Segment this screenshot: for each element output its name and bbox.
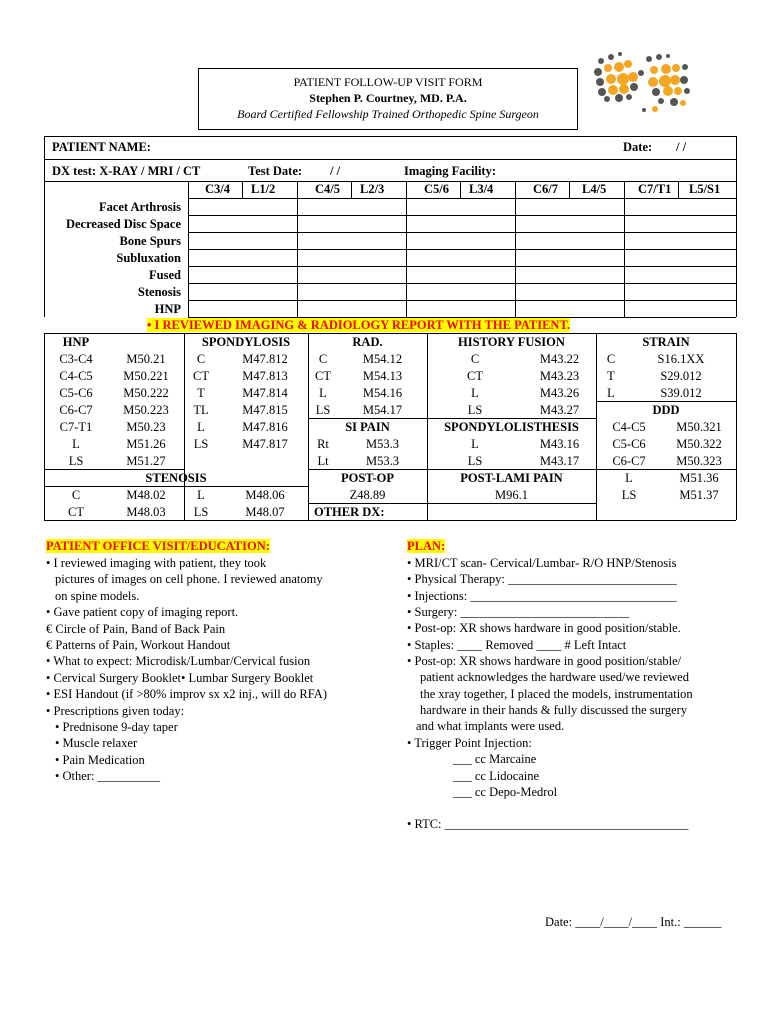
code-cell: M43.22 bbox=[539, 352, 580, 366]
banner-text: • I REVIEWED IMAGING & RADIOLOGY REPORT WITH THE PATIENT. bbox=[147, 318, 570, 332]
code-cell: C5-C6 bbox=[612, 437, 646, 451]
code-cell: M54.16 bbox=[362, 386, 403, 400]
spine-level-c4-5: C4/5 bbox=[315, 182, 340, 196]
logo-dot bbox=[630, 83, 638, 91]
grid-line-v bbox=[736, 181, 737, 317]
logo-dot bbox=[670, 75, 680, 85]
logo-dot bbox=[656, 54, 662, 60]
grid-line-h bbox=[44, 159, 736, 160]
code-cell: L bbox=[625, 471, 633, 485]
grid-line-h bbox=[188, 266, 736, 267]
logo-dot bbox=[670, 98, 678, 106]
plan-item: ___ cc Marcaine bbox=[453, 752, 537, 766]
finding-label: Decreased Disc Space bbox=[65, 217, 181, 231]
imaging-facility-label: Imaging Facility: bbox=[404, 164, 497, 178]
spine-level-c3-4: C3/4 bbox=[205, 182, 230, 196]
code-cell: C bbox=[196, 352, 206, 366]
code-cell: M43.26 bbox=[539, 386, 580, 400]
grid-line-h bbox=[188, 300, 736, 301]
code-section-title: DDD bbox=[652, 403, 680, 417]
code-cell: Z48.89 bbox=[349, 488, 386, 502]
logo-dot bbox=[596, 78, 604, 86]
patient-name-label: PATIENT NAME: bbox=[52, 140, 151, 154]
logo-dot bbox=[626, 94, 632, 100]
plan-item: • RTC: _______________________________________ bbox=[407, 817, 689, 831]
logo-dot bbox=[619, 84, 629, 94]
code-section-title: POST-OP bbox=[340, 471, 395, 485]
education-item: • Muscle relaxer bbox=[55, 736, 138, 751]
code-cell: LS bbox=[621, 488, 637, 502]
code-cell: C3-C4 bbox=[59, 352, 93, 366]
grid-line-h bbox=[188, 198, 736, 199]
education-item: • Prescriptions given today: bbox=[46, 703, 185, 718]
code-cell: M47.815 bbox=[242, 403, 288, 417]
code-cell: CT bbox=[315, 369, 331, 383]
code-cell: C6-C7 bbox=[612, 454, 646, 468]
plan-item: hardware in their hands & fully discussed the surgery bbox=[420, 703, 688, 717]
code-section-title: STENOSIS bbox=[145, 471, 207, 485]
code-cell: M54.12 bbox=[362, 352, 403, 366]
grid-line-h bbox=[188, 249, 736, 250]
logo-dot bbox=[598, 88, 606, 96]
plan-item: • Staples: ____ Removed ____ # Left Intact bbox=[407, 638, 627, 652]
code-cell: C bbox=[318, 352, 328, 366]
spine-level-c5-6: C5/6 bbox=[424, 182, 449, 196]
logo-dot bbox=[680, 100, 686, 106]
grid-line-h bbox=[308, 503, 596, 504]
code-section-title: SPONDYLOSIS bbox=[201, 335, 291, 349]
grid-line-v bbox=[736, 136, 737, 181]
finding-label: Fused bbox=[149, 268, 181, 282]
code-cell: C bbox=[71, 488, 81, 502]
code-cell: LS bbox=[193, 505, 209, 519]
spine-level-l5-s1: L5/S1 bbox=[689, 182, 721, 196]
code-cell: M54.13 bbox=[362, 369, 403, 383]
education-item: • What to expect: Microdisk/Lumbar/Cervical fusion bbox=[46, 654, 311, 669]
grid-line-v bbox=[351, 181, 352, 198]
logo-dot bbox=[598, 58, 604, 64]
code-section-title: RAD. bbox=[352, 335, 383, 349]
finding-label: Bone Spurs bbox=[119, 234, 181, 248]
grid-line-h bbox=[188, 232, 736, 233]
code-cell: L bbox=[72, 437, 80, 451]
code-cell: S39.012 bbox=[660, 386, 702, 400]
grid-line-h bbox=[427, 418, 596, 419]
logo-dot bbox=[674, 87, 682, 95]
logo-dot bbox=[684, 88, 690, 94]
grid-line-h bbox=[596, 401, 736, 402]
grid-line-h bbox=[44, 136, 736, 137]
plan-item: • Physical Therapy: ___________________________ bbox=[407, 572, 677, 586]
logo-dot bbox=[648, 77, 658, 87]
education-item: • I reviewed imaging with patient, they took bbox=[46, 556, 267, 570]
code-cell: L bbox=[471, 437, 479, 451]
grid-line-h bbox=[188, 215, 736, 216]
code-cell: C5-C6 bbox=[59, 386, 93, 400]
code-cell: CT bbox=[68, 505, 84, 519]
grid-line-h bbox=[44, 520, 736, 521]
education-title-text: PATIENT OFFICE VISIT/EDUCATION: bbox=[46, 539, 270, 553]
education-item: • Other: __________ bbox=[55, 769, 161, 784]
plan-item: and what implants were used. bbox=[416, 719, 565, 733]
plan-title bbox=[407, 538, 445, 554]
header-box bbox=[198, 68, 578, 130]
test-date-label: Test Date: bbox=[248, 164, 303, 178]
logo-dot bbox=[672, 64, 680, 72]
logo-dot bbox=[604, 64, 612, 72]
code-section-title: SPONDYLOLISTHESIS bbox=[444, 420, 579, 434]
plan-item: • Trigger Point Injection: bbox=[407, 736, 532, 750]
logo-dot bbox=[615, 94, 623, 102]
doctor-name: Stephen P. Courtney, MD. P.A. bbox=[309, 91, 467, 105]
education-item: • Pain Medication bbox=[55, 752, 145, 767]
code-cell: M48.06 bbox=[245, 488, 285, 502]
code-cell: LS bbox=[68, 454, 84, 468]
code-cell: M48.02 bbox=[126, 488, 166, 502]
code-cell: LS bbox=[467, 403, 483, 417]
code-cell: L bbox=[607, 386, 615, 400]
finding-label: Stenosis bbox=[137, 285, 181, 299]
logo-dot bbox=[666, 54, 670, 58]
plan-item: ___ cc Depo-Medrol bbox=[453, 785, 558, 799]
spine-level-c6-7: C6/7 bbox=[533, 182, 558, 196]
spine-level-l1-2: L1/2 bbox=[251, 182, 276, 196]
logo-dot bbox=[608, 54, 614, 60]
grid-line-h bbox=[596, 469, 736, 470]
code-cell: T bbox=[197, 386, 205, 400]
code-cell: T bbox=[607, 369, 615, 383]
logo-dot bbox=[614, 62, 624, 72]
logo-dot bbox=[682, 64, 688, 70]
code-cell: M51.27 bbox=[126, 454, 166, 468]
code-cell: M51.37 bbox=[679, 488, 719, 502]
finding-label: HNP bbox=[154, 302, 181, 316]
code-cell: C bbox=[470, 352, 480, 366]
code-cell: M50.322 bbox=[676, 437, 722, 451]
code-cell: Rt bbox=[317, 437, 329, 451]
education-title bbox=[46, 538, 270, 554]
logo-dot bbox=[604, 96, 610, 102]
code-cell: M47.812 bbox=[242, 352, 288, 366]
code-cell: M43.16 bbox=[539, 437, 580, 451]
code-cell: C bbox=[606, 352, 616, 366]
code-cell: L bbox=[471, 386, 479, 400]
education-item: • Cervical Surgery Booklet• Lumbar Surgery Booklet bbox=[46, 670, 314, 685]
code-cell: S16.1XX bbox=[657, 352, 705, 366]
plan-item: the xray together, I placed the models, instrumentation bbox=[420, 687, 693, 701]
logo-dot bbox=[594, 68, 602, 76]
education-item: € Circle of Pain, Band of Back Pain bbox=[46, 621, 226, 636]
code-cell: M50.23 bbox=[126, 420, 166, 434]
code-cell: C7-T1 bbox=[59, 420, 93, 434]
grid-line-h bbox=[188, 283, 736, 284]
finding-label: Facet Arthrosis bbox=[98, 200, 181, 214]
grid-line-h bbox=[427, 469, 596, 470]
grid-line-v bbox=[242, 181, 243, 198]
code-cell: L bbox=[197, 488, 205, 502]
logo-dot bbox=[680, 76, 688, 84]
code-cell: M50.21 bbox=[126, 352, 166, 366]
plan-item: ___ cc Lidocaine bbox=[453, 769, 540, 783]
plan-item: • MRI/CT scan- Cervical/Lumbar- R/O HNP/Stenosis bbox=[407, 556, 677, 570]
grid-line-h bbox=[44, 486, 308, 487]
education-item: • Gave patient copy of imaging report. bbox=[46, 605, 239, 620]
code-cell: M50.221 bbox=[123, 369, 169, 383]
footer-date-initials: Date: ____/____/____ Int.: ______ bbox=[545, 915, 722, 929]
code-cell: M50.321 bbox=[676, 420, 722, 434]
plan-item: • Injections: _________________________________ bbox=[407, 589, 677, 603]
code-cell: M48.07 bbox=[245, 505, 285, 519]
education-item: • ESI Handout (if >80% improv sx x2 inj., will do RFA) bbox=[46, 687, 327, 702]
code-cell: M48.03 bbox=[126, 505, 166, 519]
logo-dot bbox=[646, 56, 652, 62]
code-cell: Lt bbox=[317, 454, 329, 468]
code-cell: LS bbox=[193, 437, 209, 451]
code-cell: M50.222 bbox=[123, 386, 169, 400]
code-cell: M47.817 bbox=[242, 437, 288, 451]
code-section-title: HNP bbox=[62, 335, 90, 349]
grid-line-h bbox=[44, 469, 184, 470]
logo-dot bbox=[663, 86, 673, 96]
plan-item: • Surgery: ___________________________ bbox=[407, 605, 630, 619]
grid-line-v bbox=[569, 181, 570, 198]
other-dx-label: OTHER DX: bbox=[314, 505, 385, 519]
code-cell: M50.323 bbox=[676, 454, 722, 468]
finding-label: Subluxation bbox=[116, 251, 181, 265]
grid-line-h bbox=[44, 333, 736, 334]
spine-level-c7-t1: C7/T1 bbox=[638, 182, 672, 196]
code-cell: TL bbox=[193, 403, 209, 417]
code-cell: LS bbox=[467, 454, 483, 468]
code-cell: M96.1 bbox=[495, 488, 528, 502]
code-cell: M43.17 bbox=[539, 454, 580, 468]
code-cell: C4-C5 bbox=[59, 369, 93, 383]
code-cell: S29.012 bbox=[660, 369, 702, 383]
imaging-review-banner bbox=[147, 318, 570, 333]
code-section-title: HISTORY FUSION bbox=[458, 335, 565, 349]
dx-test-label: DX test: X-RAY / MRI / CT bbox=[52, 164, 201, 178]
logo-dot bbox=[658, 98, 664, 104]
logo-dot bbox=[652, 106, 658, 112]
grid-line-h bbox=[44, 181, 736, 182]
logo-dot bbox=[618, 52, 622, 56]
code-cell: M51.26 bbox=[126, 437, 166, 451]
code-cell: LS bbox=[315, 403, 331, 417]
code-cell: L bbox=[319, 386, 327, 400]
code-cell: M54.17 bbox=[362, 403, 403, 417]
date-label: Date: bbox=[623, 140, 653, 154]
code-cell: CT bbox=[193, 369, 209, 383]
date-slashes: / / bbox=[676, 140, 687, 154]
spine-level-l2-3: L2/3 bbox=[360, 182, 385, 196]
code-cell: M51.36 bbox=[679, 471, 719, 485]
code-cell: M47.816 bbox=[242, 420, 288, 434]
code-cell: M47.813 bbox=[242, 369, 288, 383]
code-cell: L bbox=[197, 420, 205, 434]
plan-item: • Post-op: XR shows hardware in good position/stable/ bbox=[407, 654, 682, 668]
code-section-title: POST-LAMI PAIN bbox=[460, 471, 563, 485]
logo-dot bbox=[628, 72, 638, 82]
code-section-title: SI PAIN bbox=[345, 420, 390, 434]
grid-line-v bbox=[44, 136, 45, 181]
grid-line-h bbox=[308, 469, 427, 470]
logo-dot bbox=[624, 60, 632, 68]
spine-level-l4-5: L4/5 bbox=[582, 182, 607, 196]
code-cell: M53.3 bbox=[366, 454, 399, 468]
doctor-subtitle: Board Certified Fellowship Trained Orthopedic Spine Surgeon bbox=[237, 107, 539, 121]
clinic-logo bbox=[590, 50, 700, 120]
education-item: € Patterns of Pain, Workout Handout bbox=[46, 638, 231, 652]
grid-line-v bbox=[678, 181, 679, 198]
plan-item: patient acknowledges the hardware used/we reviewed bbox=[420, 670, 689, 684]
logo-dot bbox=[650, 66, 658, 74]
logo-dot bbox=[642, 108, 646, 112]
code-cell: M50.223 bbox=[123, 403, 169, 417]
code-cell: M47.814 bbox=[242, 386, 288, 400]
form-title: PATIENT FOLLOW-UP VISIT FORM bbox=[293, 75, 483, 89]
code-cell: M53.3 bbox=[366, 437, 399, 451]
logo-dot bbox=[652, 88, 660, 96]
plan-item: • Post-op: XR shows hardware in good position/stable. bbox=[407, 621, 681, 635]
grid-line-v bbox=[460, 181, 461, 198]
logo-dot bbox=[638, 70, 644, 76]
logo-dot bbox=[606, 74, 616, 84]
spine-level-l3-4: L3/4 bbox=[469, 182, 494, 196]
education-item: pictures of images on cell phone. I reviewed anatomy bbox=[55, 572, 323, 587]
code-cell: CT bbox=[467, 369, 483, 383]
code-section-title: STRAIN bbox=[642, 335, 690, 349]
grid-line-v bbox=[736, 333, 737, 520]
code-cell: C4-C5 bbox=[612, 420, 646, 434]
code-cell: M43.23 bbox=[539, 369, 580, 383]
code-cell: M43.27 bbox=[539, 403, 580, 417]
education-item: • Prednisone 9-day taper bbox=[55, 720, 178, 734]
grid-line-h bbox=[308, 418, 427, 419]
code-cell: C6-C7 bbox=[59, 403, 93, 417]
plan-title-text: PLAN: bbox=[407, 539, 446, 553]
education-item: on spine models. bbox=[55, 588, 140, 603]
test-date-slashes: / / bbox=[330, 164, 341, 178]
logo-dot bbox=[661, 64, 671, 74]
